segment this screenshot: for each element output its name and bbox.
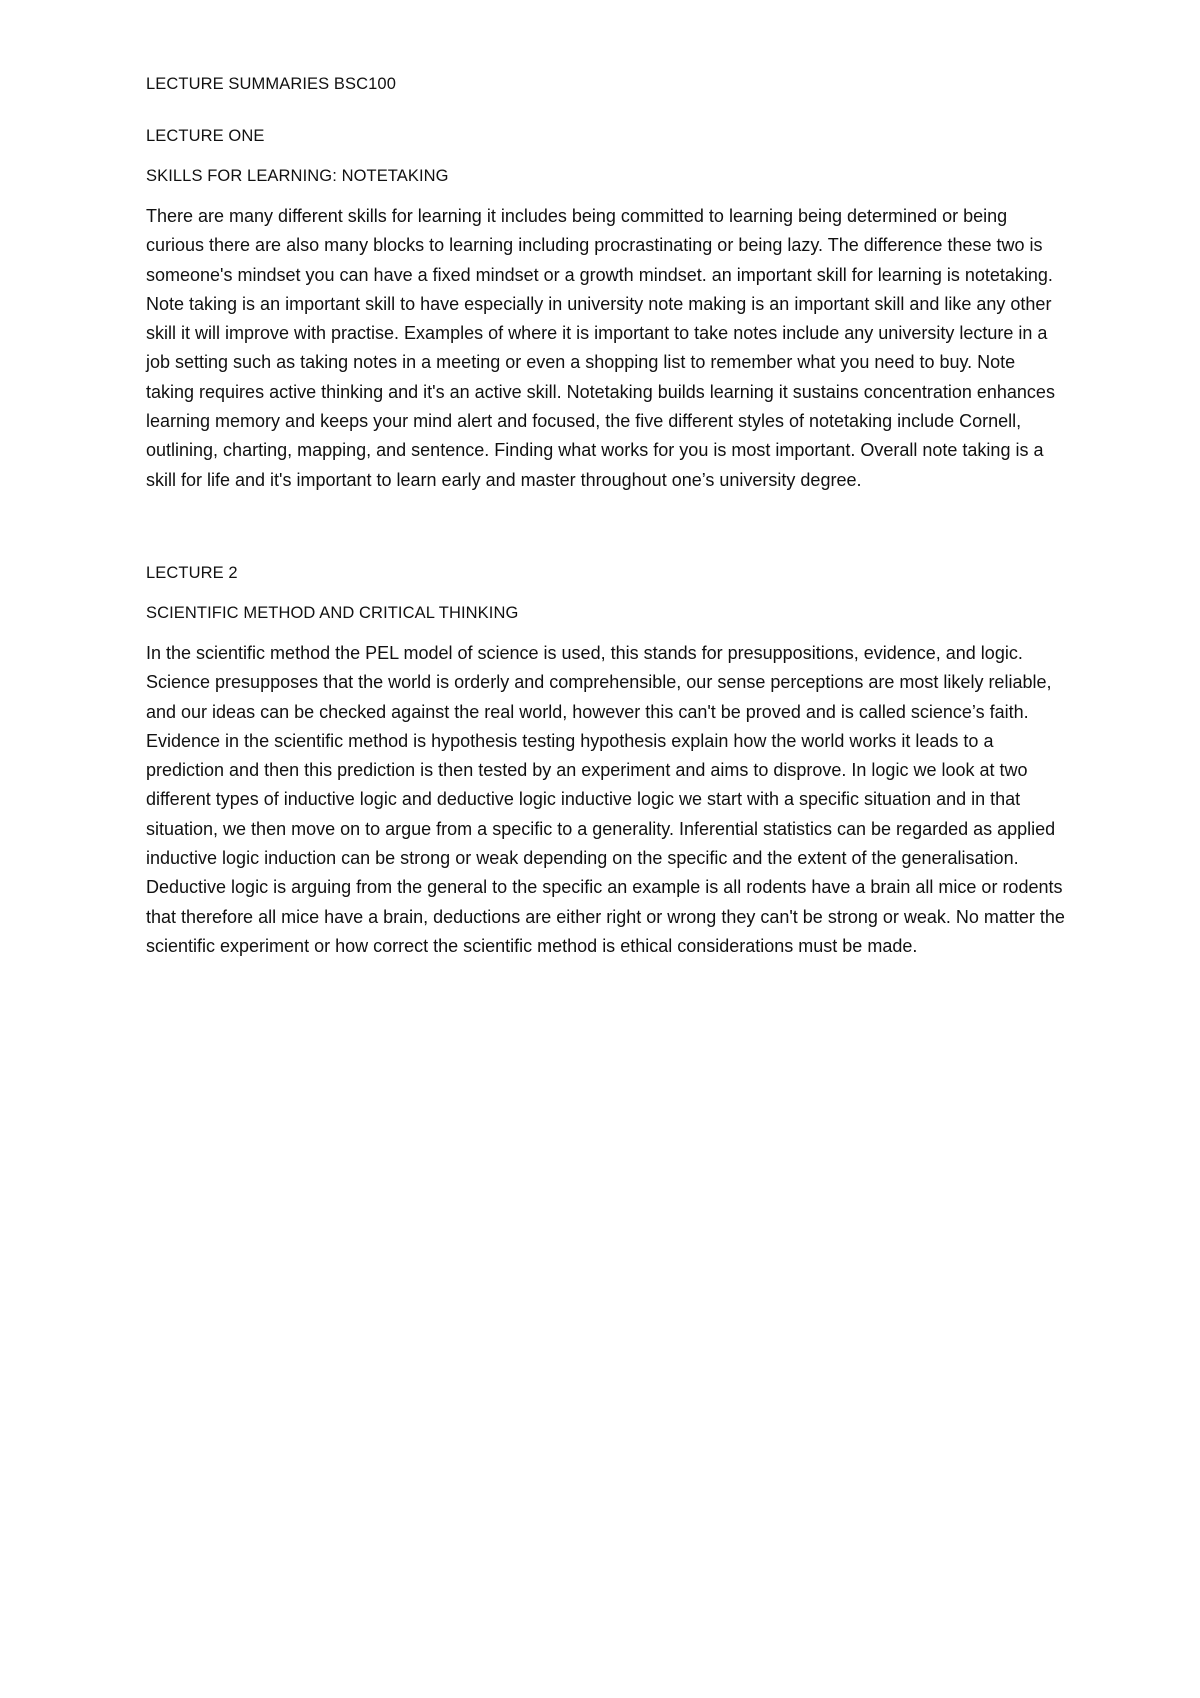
lecture-one-heading: SKILLS FOR LEARNING: NOTETAKING: [146, 167, 449, 185]
lecture-one-label: LECTURE ONE: [146, 127, 265, 145]
lecture-one-body: There are many different skills for learning it includes being committed to learning being determined or being curious there are also many blocks to learning including procrastinating or being lazy. The difference these two is someone's mindset you can have a fixed mindset or a growth mindset. an important skill for learning is notetaking. Note taking is an important skill to have especially in university note making is an important skill and like any other skill it will improve with practise. Examples of where it is important to take notes include any university lecture in a job setting such as taking notes in a meeting or even a shopping list to remember what you need to buy. Note taking requires active thinking and it's an active skill. Notetaking builds learning it sustains concentration enhances learning memory and keeps your mind alert and focused, the five different styles of notetaking include Cornell, outlining, charting, mapping, and sentence. Finding what works for you is most important. Overall note taking is a skill for life and it's important to learn early and master throughout one’s university degree.: [146, 206, 1055, 490]
document-page: [146, 72, 1066, 961]
lecture-two-section: [146, 561, 1066, 961]
lecture-one-section: [146, 124, 1066, 495]
lecture-two-label: LECTURE 2: [146, 563, 238, 582]
section-spacer: [146, 495, 1066, 561]
document-title: LECTURE SUMMARIES BSC100: [146, 75, 396, 93]
lecture-two-heading: SCIENTIFIC METHOD AND CRITICAL THINKING: [146, 603, 519, 622]
lecture-two-body: In the scientific method the PEL model of science is used, this stands for presuppositions, evidence, and logic. Science presupposes that the world is orderly and comprehensible, our sense perceptions are most likely reliable, and our ideas can be checked against the real world, however this can't be proved and is called science’s faith. Evidence in the scientific method is hypothesis testing hypothesis explain how the world works it leads to a prediction and then this prediction is then tested by an experiment and aims to disprove. In logic we look at two different types of inductive logic and deductive logic inductive logic we start with a specific situation and in that situation, we then move on to argue from a specific to a generality. Inferential statistics can be regarded as applied inductive logic induction can be strong or weak depending on the specific and the extent of the generalisation. Deductive logic is arguing from the general to the specific an example is all rodents have a brain all mice or rodents that therefore all mice have a brain, deductions are either right or wrong they can't be strong or weak. No matter the scientific experiment or how correct the scientific method is ethical considerations must be made.: [146, 642, 1065, 956]
